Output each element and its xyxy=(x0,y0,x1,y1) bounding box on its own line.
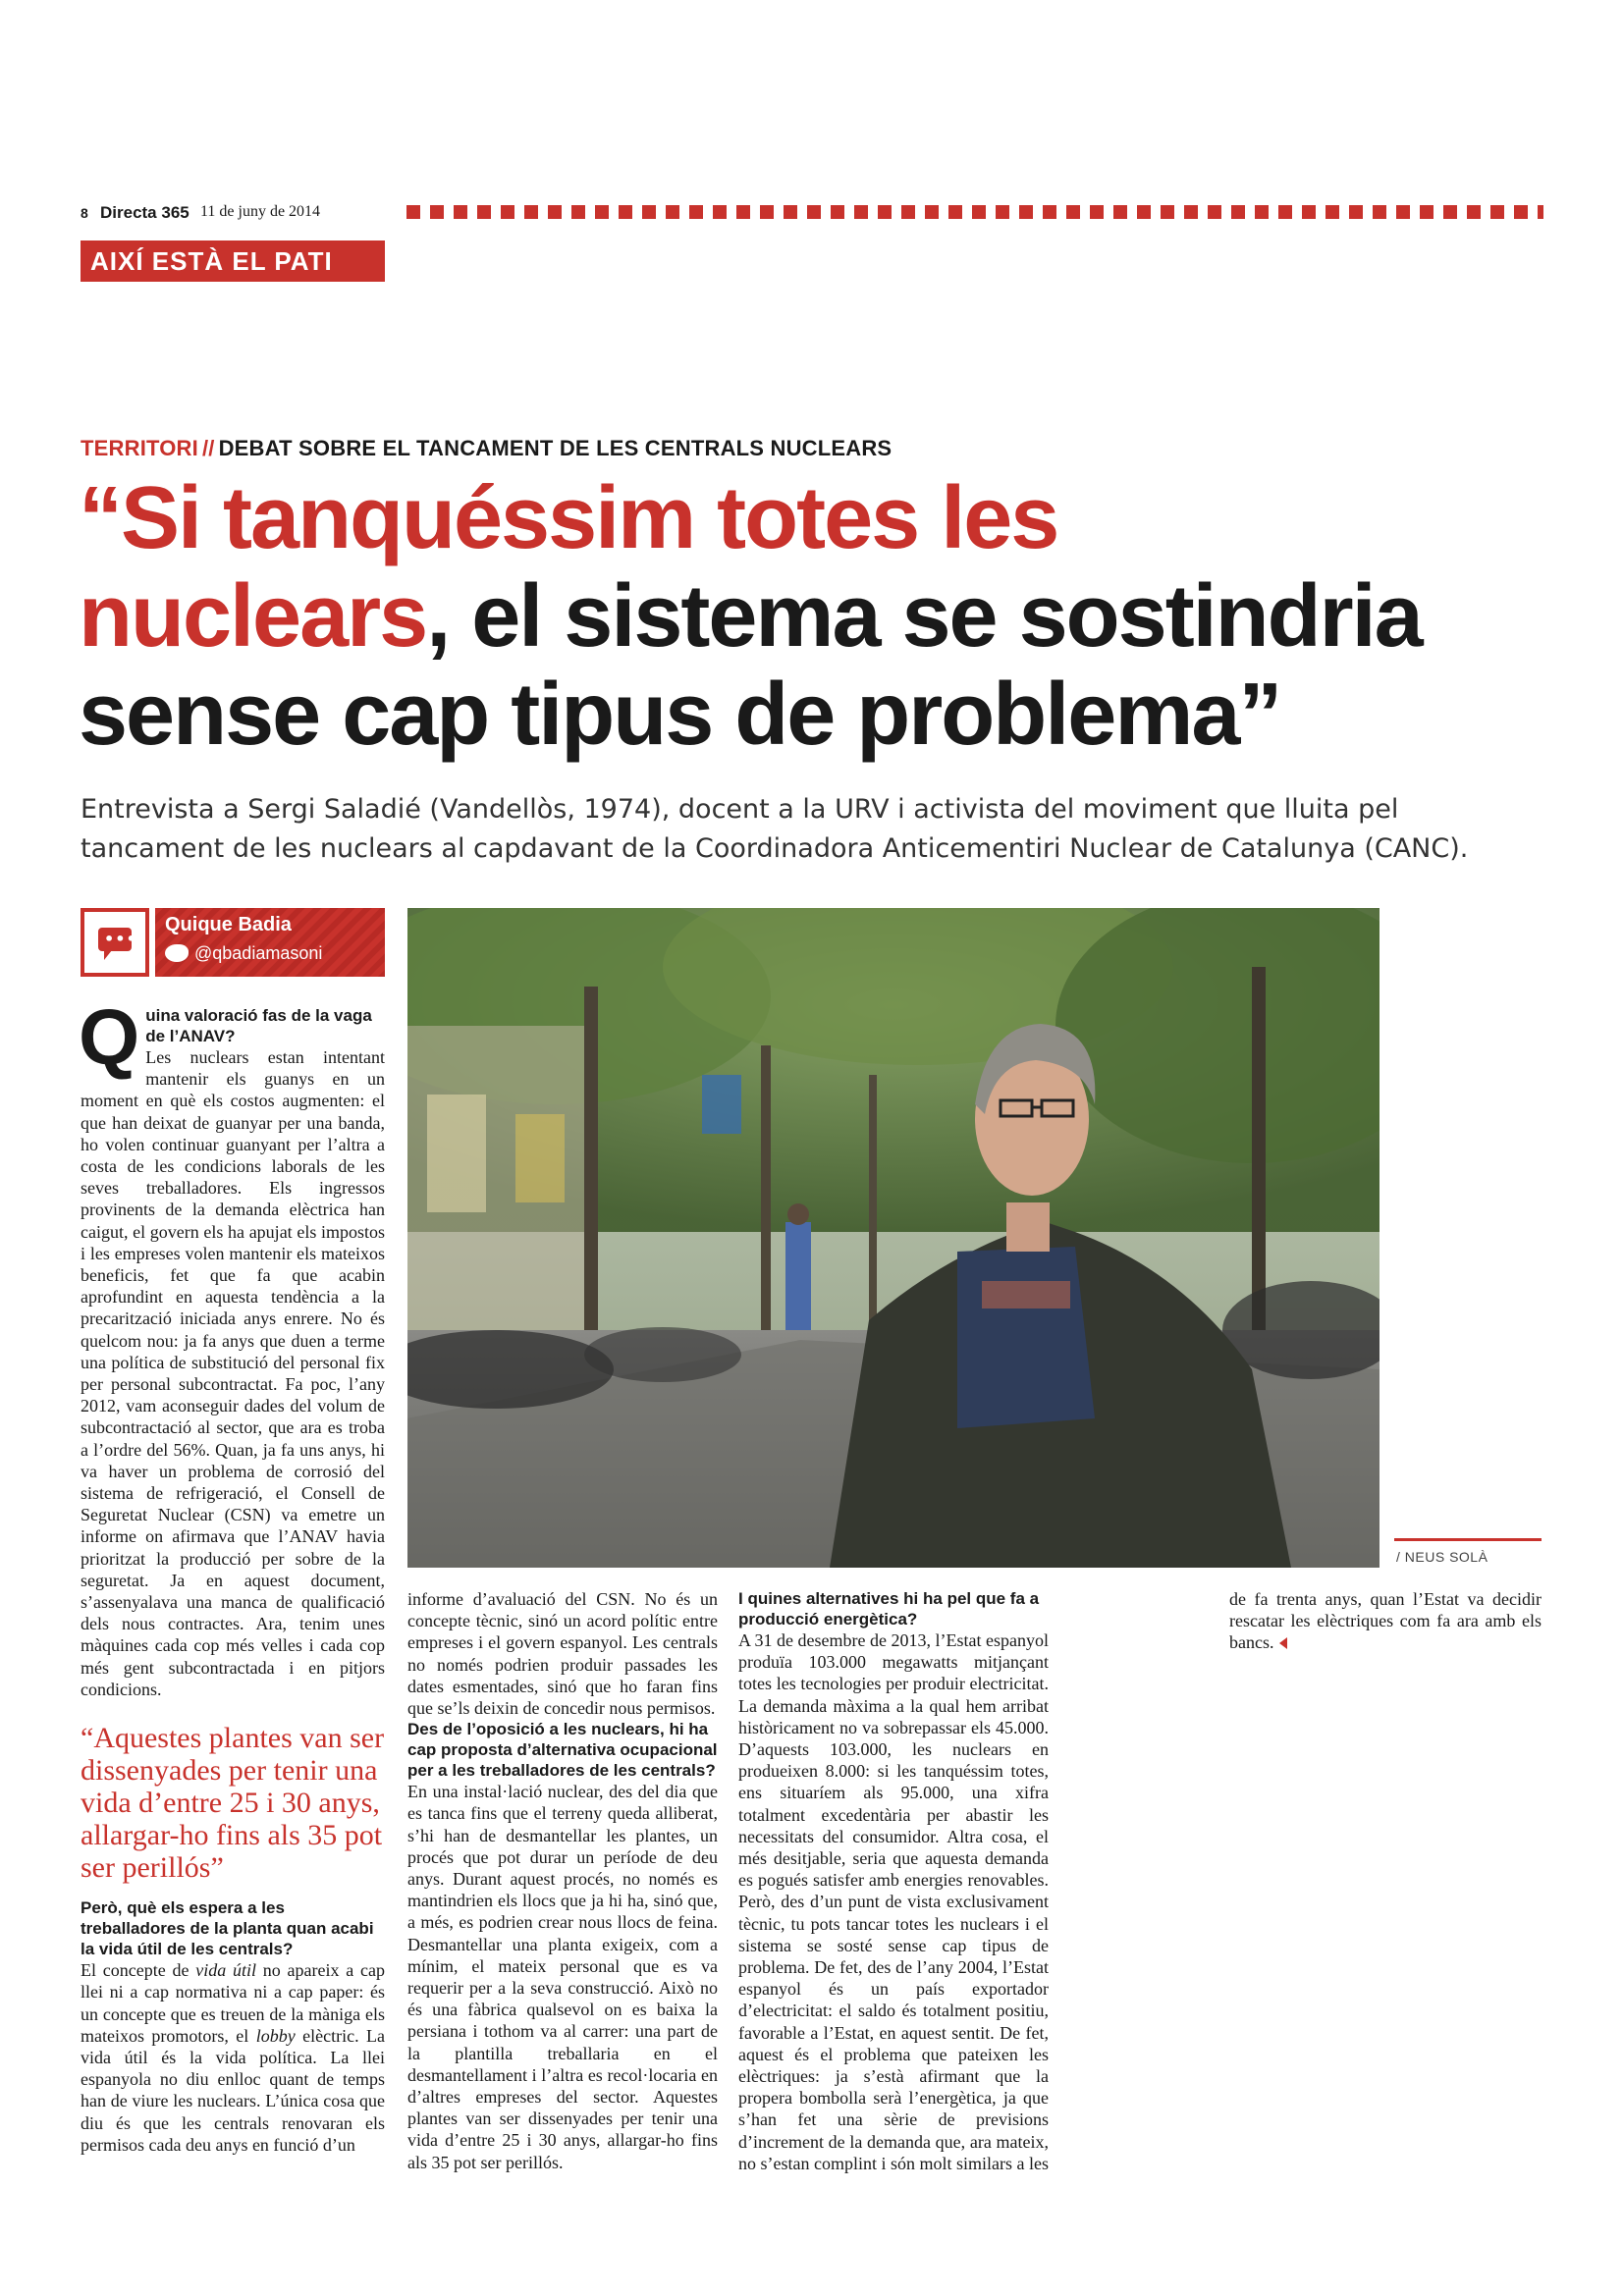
headline-line-1: “Si tanquéssim totes les xyxy=(79,469,1058,567)
answer-2-part-1 xyxy=(81,1959,385,2156)
headline-line-2-red: nuclears xyxy=(79,567,427,666)
kicker-separator: // xyxy=(201,436,215,460)
question-4: I quines alternatives hi ha pel que fa a producció energètica? xyxy=(738,1589,1040,1629)
answer-2-emphasis-1: vida útil xyxy=(195,1960,256,1981)
body-column-3 xyxy=(738,1588,1049,2174)
answer-3: En una instal·lació nuclear, des del dia que es tanca fins que el terreny queda alliberat, s’hi han de desmantellar les plantes, un procés que pot durar un període de deu anys. Durant aquest procés, no només es mantindrien els llocs que ja hi ha, sinó que, a més, es podrien crear nous llocs de feina. Desmantellar una planta exigeix, com a mínim, el mateix personal que es va requerir per a la seva construcció. Això no és una fàbrica qualsevol on es baixa la persiana i tothom va al carrer: una part de la plantilla treballaria en el desmantellament i l’altra es recol·locaria en d’altres empreses del sector. Aquestes plantes van ser dissenyades per tenir una vida d’entre 25 i 30 anys, allargar-ho fins als 35 pot ser perillós. xyxy=(407,1782,718,2172)
answer-2-text-a: El concepte de xyxy=(81,1960,196,1981)
author-box xyxy=(81,908,385,977)
publication-date: 11 de juny de 2014 xyxy=(200,203,321,220)
twitter-bird-icon xyxy=(165,944,189,962)
author-name: Quique Badia xyxy=(165,914,292,935)
headline-line-2-rest: , el sistema se sostindria xyxy=(426,567,1422,666)
body-column-1 xyxy=(79,993,385,2156)
headline-line-2 xyxy=(79,567,1571,666)
photo-credit: / NEUS SOLÀ xyxy=(1396,1549,1488,1565)
section-tag: AIXÍ ESTÀ EL PATI xyxy=(81,240,385,282)
end-of-article-icon xyxy=(1279,1637,1287,1649)
answer-4: A 31 de desembre de 2013, l’Estat espanyol produïa 103.000 megawatts mitjançant totes les tecnologies per produir electricitat. La demanda màxima a la qual hem arribat històricament no va sobrepassar els 45.000. D’aquests 103.000, les nuclears en produeixen 8.000: si les tanquéssim totes, ens situaríem als 95.000, una xifra totalment excedentària per abastir les necessitats del consumidor. Altra cosa, el més desitjable, seria que aquesta demanda es pogués satisfer amb energies renovables. Però, des d’un punt de vista exclusivament tècnic, tu pots tancar totes les nuclears i el sistema se sosté sense cap tipus de problema. De fet, des de l’any 2004, l’Estat espanyol és un país exportador d’electricitat: el saldo és totalment positiu, favorable a l’Estat, en aquest sentit. De fet, aquest és el problema que pateixen les elèctriques: ja s’està afirmant que la propera bombolla serà l’energètica, ja que s’han fet una sèrie de previsions d’increment de la demanda que, ara mateix, no s’estan complint i són molt similars a les xyxy=(738,1630,1049,2173)
question-1-text: uina valoració fas de la vaga de l’ANAV? xyxy=(145,1006,372,1045)
question-2: Però, què els espera a les treballadores de la planta quan acabi la vida útil de les centrals? xyxy=(81,1898,374,1959)
speech-bubble-icon: ••• xyxy=(81,908,149,977)
portrait-photo xyxy=(407,908,1380,1568)
question-1 xyxy=(79,993,385,1081)
page-number: 8 xyxy=(81,205,88,221)
answer-2-text-b: no apareix a cap llei ni a cap normativa ni a cap paper: és un concepte que es treuen de la màniga els mateixos promotors, el xyxy=(81,1960,385,2046)
kicker-topic: TERRITORI xyxy=(81,436,198,460)
question-3: Des de l’oposició a les nuclears, hi ha cap proposta d’alternativa ocupacional per a les treballadores de les centrals? xyxy=(407,1720,718,1781)
author-info xyxy=(155,908,385,977)
answer-1: Les nuclears estan intentant mantenir els guanys en un moment en què els costos augmenten: el que han deixat de guanyar per una banda, ho volen continuar guanyant per l’altra a costa de les condicions laborals de les seves treballadores. Els ingressos provinents de la demanda elèctrica han caigut, el govern els ha apujat els impostos i les empreses volen mantenir els mateixos beneficis, fet que fa que acabin aprofundint en aquesta tendència a la precarització iniciada anys enrere. No és quelcom nou: ja fa anys que duen a terme una política de substitució del personal fix per personal subcontractat. Fa poc, l’any 2012, vam aconseguir dades del volum de subcontractació al sector, que ara es troba a l’ordre del 56%. Quan, ja fa uns anys, hi va haver un problema de corrosió del sistema de refrigeració, el Consell de Seguretat Nuclear (CSN) va emetre un informe on afirmava que l’ANAV havia prioritzat la producció per sobre de la seguretat. Ja en aquest document, s’assenyalava una manca de qualificació dels nous contractes. Ara, tenim unes màquines cada cop més velles i cada cop més gent subcontractada i en pitjors condicions. xyxy=(81,1047,385,1699)
standfirst: Entrevista a Sergi Saladié (Vandellòs, 1974), docent a la URV i activista del moviment que lluita pel tancament de les nuclears al capdavant de la Coordinadora Anticementiri Nuclear de Catalunya (CANC). xyxy=(81,794,1469,864)
body-column-2 xyxy=(407,1588,718,2173)
photo-illustration xyxy=(407,908,1380,1568)
drop-cap: Q xyxy=(79,993,140,1081)
body-column-4 xyxy=(1229,1588,1542,1654)
author-twitter-handle: @qbadiamasoni xyxy=(194,943,323,963)
answer-4: de fa trenta anys, quan l’Estat va decidir rescatar les elèctriques com fa ara amb els bancs. xyxy=(1229,1589,1542,1653)
headline-line-3: sense cap tipus de problema” xyxy=(79,666,1281,764)
headline xyxy=(79,469,1571,764)
kicker xyxy=(81,436,892,461)
credit-rule xyxy=(1394,1538,1542,1541)
answer-2-part-2: informe d’avaluació del CSN. No és un concepte tècnic, sinó un acord polític entre empreses i el govern espanyol. Les centrals no només podrien produir passades les dates esmentades, sinó que ho faran fins que se’ls deixin de concedir nous permisos. xyxy=(407,1589,718,1719)
publication-name: Directa 365 xyxy=(100,203,189,222)
answer-2-emphasis-2: lobby xyxy=(255,2025,296,2046)
answer-2-text-c: elèctric. La vida útil és la vida política. La llei espanyola no diu enlloc quant de temps han de viure les nuclears. L’única cosa que diu és que les centrals renovaran els permisos cada deu anys en funció d’un xyxy=(81,2025,385,2155)
dashed-rule xyxy=(406,205,1543,219)
pull-quote: “Aquestes plantes van ser dissenyades per tenir una vida d’entre 25 i 30 anys, allargar-ho fins als 35 pot ser perillós” xyxy=(81,1722,385,1885)
author-twitter[interactable] xyxy=(165,943,322,964)
masthead xyxy=(81,201,1543,231)
kicker-subtitle: DEBAT SOBRE EL TANCAMENT DE LES CENTRALS NUCLEARS xyxy=(218,436,893,460)
